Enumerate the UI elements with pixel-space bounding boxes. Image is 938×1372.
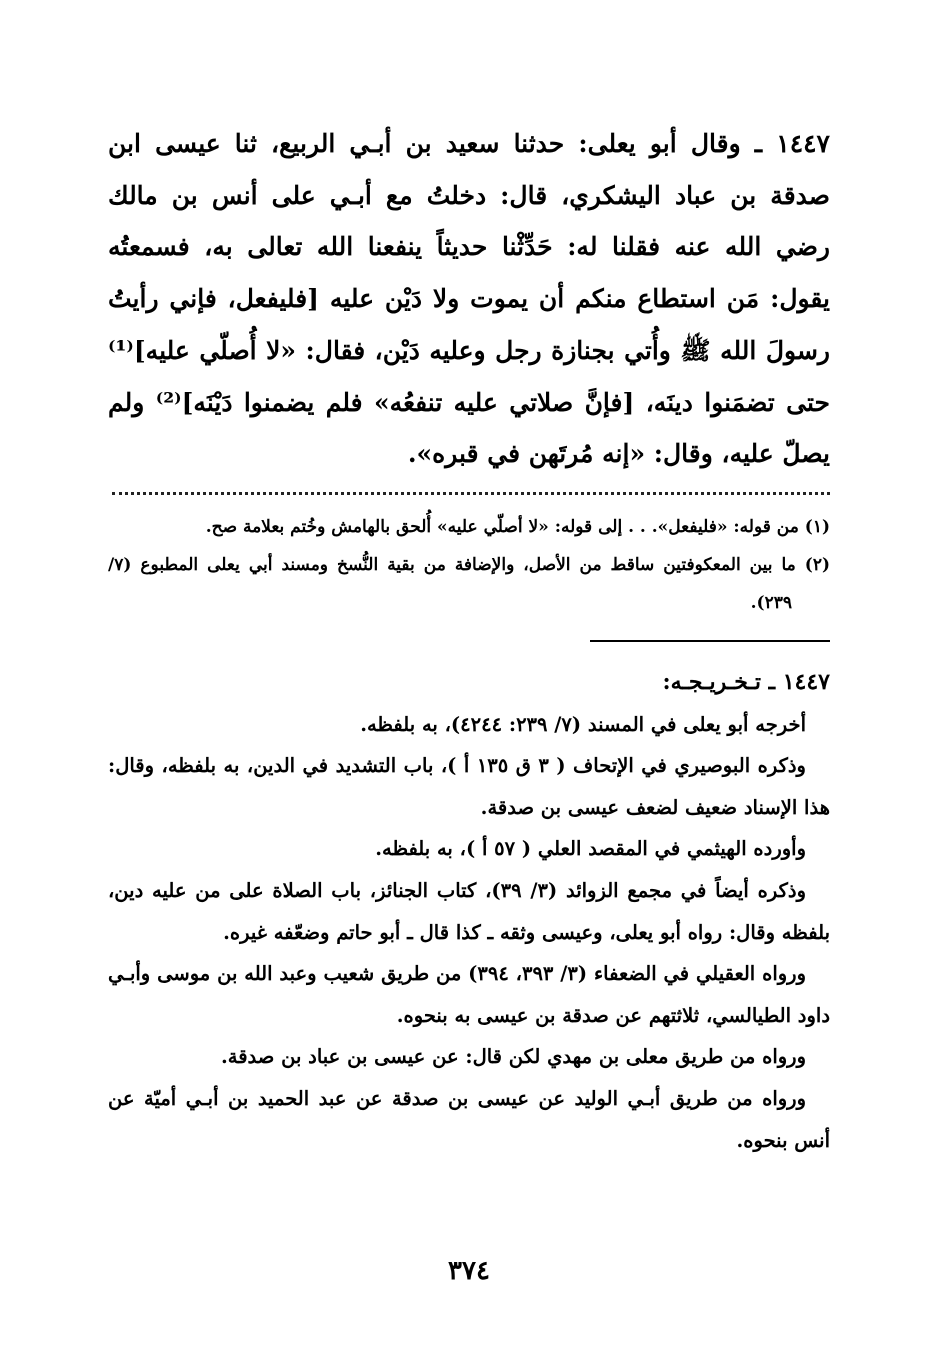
takhrij-section xyxy=(108,662,830,1161)
hadith-body: ـ وقال أبو يعلى: حدثنا سعيد بن أبـي الربيع، ثنا عيسى ابن صدقة بن عباد اليشكري، قال: دخلتُ مع أبـي على أنس بن مالك رضي الله عنه فقلنا له: حَدِّثْنا حديثاً ينفعنا الله تعالى به، فسمعتُه يقول: مَن استطاع منكم أن يموت ولا دَيْن عليه [فليفعل، فإني رأيتُ رسولَ الله ﷺ وأُتي بجنازة رجل وعليه دَيْن، فقال: «لا أُصلّي عليه]⁽¹⁾ حتى تضمَنوا دينَه، [فإنَّ صلاتي عليه تنفعُه» فلم يضمنوا دَيْنَه]⁽²⁾ ولم يصلّ عليه، وقال: «إنه مُرتَهن في قبره». xyxy=(108,129,830,469)
footnotes xyxy=(108,508,830,622)
takhrij-paragraph: ورواه من طريق أبـي الوليد عن عيسى بن صدقة عن عبد الحميد بن أبـي أميّة عن أنس بنحوه. xyxy=(108,1086,830,1152)
takhrij-paragraph: أخرجه أبو يعلى في المسند (٧/ ٢٣٩: ٤٢٤٤)، به بلفظه. xyxy=(360,712,806,736)
takhrij-paragraph: ورواه العقيلي في الضعفاء (٣/ ٣٩٣، ٣٩٤) من طريق شعيب وعبد الله بن موسى وأبـي داود الطيالسي، ثلاثتهم عن صدقة بن عيسى به بنحوه. xyxy=(108,962,830,1027)
hadith-text xyxy=(108,118,830,480)
takhrij-paragraph: وذكره البوصيري في الإتحاف ( ٣ ق ١٣٥ أ )، باب التشديد في الدين، به بلفظه، وقال: هذا الإسناد ضعيف لضعف عيسى بن صدقة. xyxy=(108,754,830,819)
section-divider xyxy=(590,640,830,642)
hadith-paragraph xyxy=(108,118,830,480)
footnote-2: (٢) ما بين المعكوفتين ساقط من الأصل، والإضافة من بقية النُّسخ ومسند أبي يعلى المطبوع (٧/ ٢٣٩). xyxy=(108,555,830,613)
footnote-1: (١) من قوله: «فليفعل». . . إلى قوله: «لا أصلّي عليه» أُلحق بالهامش وخُتم بعلامة صح. xyxy=(205,517,830,537)
page-number: ٣٧٤ xyxy=(448,1256,490,1286)
takhrij-paragraph: ورواه من طريق معلى بن مهدي لكن قال: عن عيسى بن عباد بن صدقة. xyxy=(220,1045,806,1069)
footnote-separator xyxy=(112,478,830,495)
hadith-number: ١٤٤٧ xyxy=(776,129,830,158)
takhrij-paragraph: وذكره أيضاً في مجمع الزوائد (٣/ ٣٩)، كتاب الجنائز، باب الصلاة على من عليه دين، بلفظه وقال: رواه أبو يعلى، وعيسى وثقه ـ كذا قال ـ أبو حاتم وضعّفه غيره. xyxy=(108,878,830,944)
takhrij-paragraph: وأورده الهيثمي في المقصد العلي ( ٥٧ أ )، به بلفظه. xyxy=(375,837,806,861)
takhrij-heading: ١٤٤٧ ـ تـخـريـجـه: xyxy=(662,669,830,695)
